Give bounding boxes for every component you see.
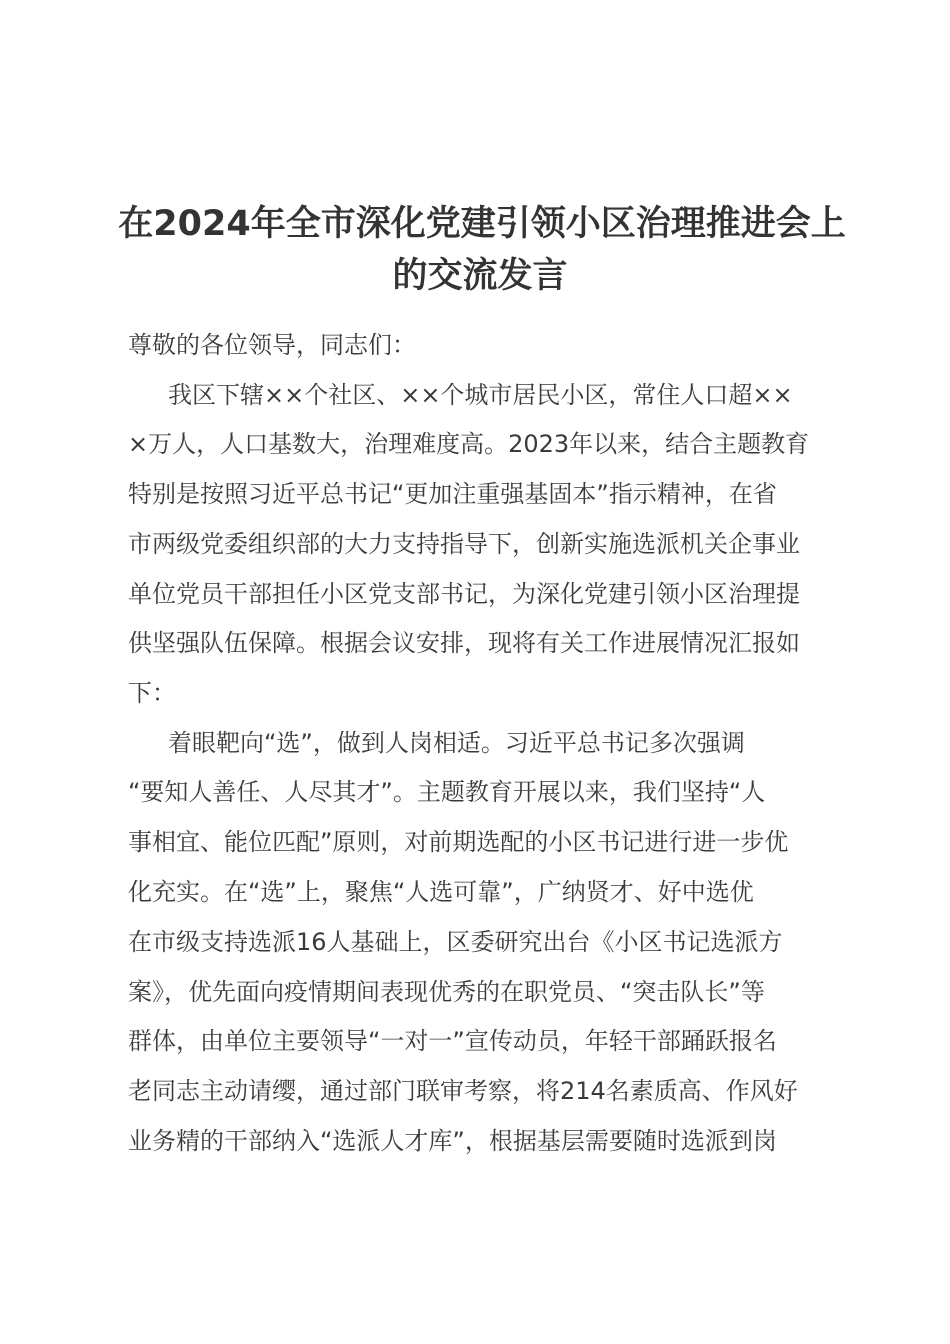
paragraph-2-line: 业务精的干部纳入“选派人才库”，根据基层需要随时选派到岗 (128, 1127, 777, 1155)
document-title-line-1: 在2024年全市深化党建引领小区治理推进会上 (118, 204, 846, 244)
paragraph-1-line: 供坚强队伍保障。根据会议安排，现将有关工作进展情况汇报如 (128, 629, 800, 657)
paragraph-2-line: 群体，由单位主要领导“一对一”宣传动员，年轻干部踊跃报名 (128, 1027, 777, 1055)
document-title-line-2: 的交流发言 (392, 256, 568, 296)
paragraph-2-line: 案》，优先面向疫情期间表现优秀的在职党员、“突击队长”等 (128, 978, 765, 1006)
paragraph-1-line: 我区下辖××个社区、××个城市居民小区，常住人口超×× (168, 381, 793, 409)
paragraph-1-line: ×万人，人口基数大，治理难度高。2023年以来，结合主题教育 (128, 430, 810, 458)
paragraph-2-line: 老同志主动请缨，通过部门联审考察，将214名素质高、作风好 (128, 1077, 798, 1105)
paragraph-1-line: 特别是按照习近平总书记“更加注重强基固本”指示精神，在省 (128, 480, 777, 508)
paragraph-1-line: 下： (128, 679, 176, 707)
paragraph-2-line: 着眼靶向“选”，做到人岗相适。习近平总书记多次强调 (168, 729, 745, 757)
paragraph-1-line: 单位党员干部担任小区党支部书记，为深化党建引领小区治理提 (128, 580, 800, 608)
paragraph-2-line: “要知人善任、人尽其才”。主题教育开展以来，我们坚持“人 (128, 778, 766, 806)
salutation: 尊敬的各位领导，同志们： (128, 331, 416, 359)
paragraph-2-line: 事相宜、能位匹配”原则，对前期选配的小区书记进行进一步优 (128, 828, 789, 856)
paragraph-2-line: 在市级支持选派16人基础上，区委研究出台《小区书记选派方 (128, 928, 783, 956)
paragraph-2-line: 化充实。在“选”上，聚焦“人选可靠”，广纳贤才、好中选优 (128, 878, 754, 906)
paragraph-1-line: 市两级党委组织部的大力支持指导下，创新实施选派机关企事业 (128, 530, 800, 558)
